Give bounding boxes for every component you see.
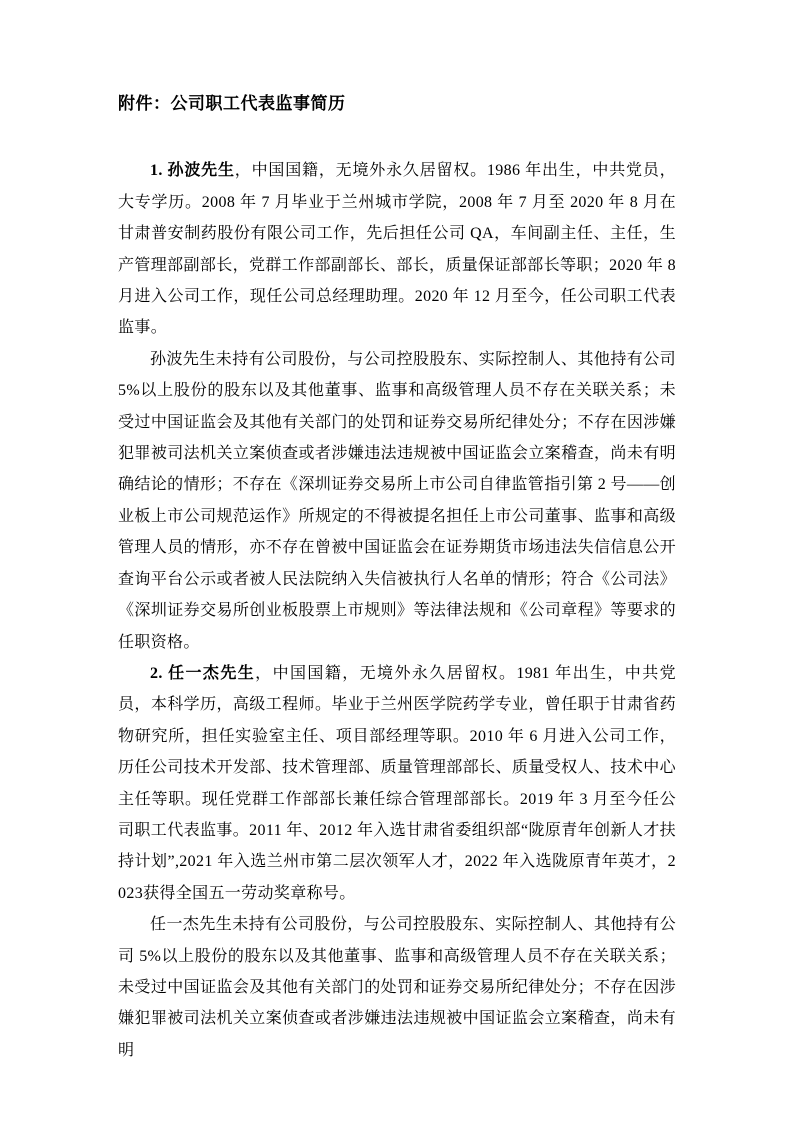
person-name-lead: 2. 任一杰先生 bbox=[150, 664, 256, 682]
page-title: 附件：公司职工代表监事简历 bbox=[118, 94, 346, 113]
person-name-lead: 1. 孙波先生 bbox=[150, 162, 235, 180]
paragraph-3: 2. 任一杰先生，中国国籍，无境外永久居留权。1981 年出生，中共党员，本科学历，高级工程师。毕业于兰州医学院药学专业，曾任职于甘肃省药物研究所，担任实验室主任、项目部经理等职。2010 年 6 月进入公司工作，历任公司技术开发部、技术管理部、质量管理部部长、质量受权人、技术中心主任等职。现任党群工作部部长兼任综合管理部部长。2019 年 3 月至今任公司职工代表监事。2011 年、2012 年入选甘肃省委组织部“陇原青年创新人才扶持计划”,2021 年入选兰州市第二层次领军人才，2022 年入选陇原青年英才，2023获得全国五一劳动奖章称号。 bbox=[118, 664, 676, 902]
document-body bbox=[118, 155, 676, 1066]
paragraph-1: 1. 孙波先生，中国国籍，无境外永久居留权。1986 年出生，中共党员，大专学历。2008 年 7 月毕业于兰州城市学院，2008 年 7 月至 2020 年 8 月在甘肃普安制药股份有限公司工作，先后担任公司 QA，车间副主任、主任，生产管理部副部长，党群工作部副部长、部长，质量保证部部长等职；2020 年 8 月进入公司工作，现任公司总经理助理。2020 年 12 月至今，任公司职工代表监事。 bbox=[118, 162, 676, 337]
page-content bbox=[118, 88, 676, 1066]
paragraph-2: 孙波先生未持有公司股份，与公司控股股东、实际控制人、其他持有公司 5%以上股份的股东以及其他董事、监事和高级管理人员不存在关联关系；未受过中国证监会及其他有关部门的处罚和证券交易所纪律处分；不存在因涉嫌犯罪被司法机关立案侦查或者涉嫌违法违规被中国证监会立案稽查，尚未有明确结论的情形；不存在《深圳证券交易所上市公司自律监管指引第 2 号——创业板上市公司规范运作》所规定的不得被提名担任上市公司董事、监事和高级管理人员的情形，亦不存在曾被中国证监会在证券期货市场违法失信信息公开查询平台公示或者被人民法院纳入失信被执行人名单的情形；符合《公司法》《深圳证券交易所创业板股票上市规则》等法律法规和《公司章程》等要求的任职资格。 bbox=[118, 350, 676, 651]
paragraph-4: 任一杰先生未持有公司股份，与公司控股股东、实际控制人、其他持有公司 5%以上股份的股东以及其他董事、监事和高级管理人员不存在关联关系；未受过中国证监会及其他有关部门的处罚和证券交易所纪律处分；不存在因涉嫌犯罪被司法机关立案侦查或者涉嫌违法违规被中国证监会立案稽查，尚未有明 bbox=[118, 916, 676, 1059]
